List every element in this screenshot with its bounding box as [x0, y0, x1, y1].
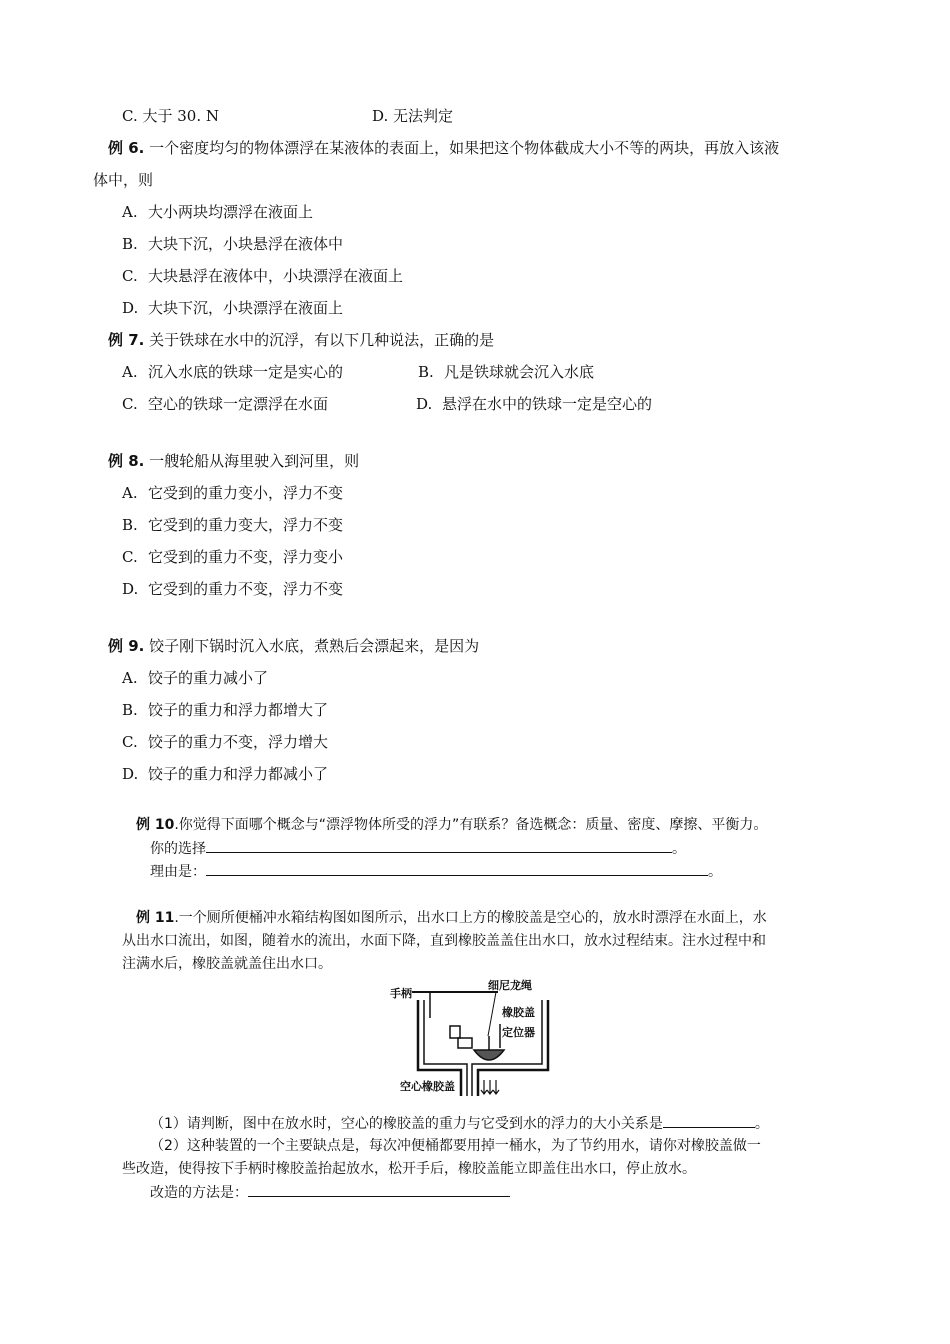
q6-option-d: D. 大块下沉，小块漂浮在液面上: [122, 299, 344, 317]
outflow-arrow-3: [493, 1080, 499, 1094]
label-nylon-rope: 细尼龙绳: [488, 979, 532, 992]
q8-stem-line: [108, 451, 359, 471]
q11-label: 例 11: [136, 910, 175, 926]
q6-label: 例 6.: [108, 139, 145, 157]
q11-part1-line: [150, 1113, 769, 1134]
q5-option-c: C. 大于 30. N: [122, 107, 219, 125]
q6-stem-line2: 体中，则: [93, 171, 154, 189]
outflow-arrow-2: [487, 1080, 493, 1094]
q8-stem: 一艘轮船从海里驶入到河里，则: [149, 452, 360, 470]
q10-reason-line: [150, 861, 722, 882]
toilet-tank-diagram: [378, 978, 556, 1098]
q9-option-c: C. 饺子的重力不变，浮力增大: [122, 733, 329, 751]
float-valve-body: [458, 1038, 472, 1048]
q11-part1: （1）请判断，图中在放水时，空心的橡胶盖的重力与它受到水的浮力的大小关系是: [150, 1116, 663, 1132]
q10-choice-line: [150, 838, 686, 859]
q6-option-c: C. 大块悬浮在液体中，小块漂浮在液面上: [122, 267, 404, 285]
float-valve: [450, 1026, 460, 1038]
q11-part1-blank[interactable]: [663, 1113, 755, 1128]
q11-stem-line2: 从出水口流出，如图，随着水的流出，水面下降，直到橡胶盖盖住出水口，放水过程结束。注水过程中和: [122, 933, 766, 949]
q9-label: 例 9.: [108, 637, 145, 655]
q10-reason-label: 理由是：: [150, 864, 206, 880]
q6-stem-line1: [108, 138, 779, 158]
q11-stem1: .一个厕所便桶冲水箱结构图如图所示，出水口上方的橡胶盖是空心的，放水时漂浮在水面上，水: [174, 910, 767, 926]
q7-stem: 关于铁球在水中的沉浮，有以下几种说法，正确的是: [149, 331, 495, 349]
q9-option-d: D. 饺子的重力和浮力都减小了: [122, 765, 329, 783]
q9-option-b: B. 饺子的重力和浮力都增大了: [122, 701, 329, 719]
label-handle: 手柄: [390, 987, 412, 1000]
q10-stem-line: [136, 815, 767, 835]
q7-option-b: B. 凡是铁球就会沉入水底: [418, 363, 595, 381]
hollow-rubber-lid: [474, 1050, 504, 1060]
nylon-rope-line: [488, 992, 496, 1036]
q11-part2-line2: 些改造，使得按下手柄时橡胶盖抬起放水，松开手后，橡胶盖能立即盖住出水口，停止放水。: [122, 1161, 696, 1177]
q9-option-a: A. 饺子的重力减小了: [122, 669, 269, 687]
q9-stem: 饺子刚下锅时沉入水底，煮熟后会漂起来，是因为: [149, 637, 480, 655]
q10-reason-blank[interactable]: [206, 861, 708, 876]
q10-label: 例 10: [136, 817, 175, 833]
label-hollow-lid: 空心橡胶盖: [400, 1080, 455, 1093]
q7-option-d: D. 悬浮在水中的铁球一定是空心的: [416, 395, 653, 413]
q8-option-a: A. 它受到的重力变小，浮力不变: [122, 484, 344, 502]
q10-reason-end: 。: [708, 864, 722, 880]
q6-option-b: B. 大块下沉，小块悬浮在液体中: [122, 235, 344, 253]
q7-stem-line: [108, 330, 494, 350]
q7-option-a: A. 沉入水底的铁球一定是实心的: [122, 363, 344, 381]
q9-stem-line: [108, 636, 479, 656]
q6-option-a: A. 大小两块均漂浮在液面上: [122, 203, 314, 221]
q8-option-b: B. 它受到的重力变大，浮力不变: [122, 516, 344, 534]
q11-method-label: 改造的方法是：: [150, 1185, 248, 1201]
q8-label: 例 8.: [108, 452, 145, 470]
q7-label: 例 7.: [108, 331, 145, 349]
q10-choice-end: 。: [672, 841, 686, 857]
q10-stem: .你觉得下面哪个概念与“漂浮物体所受的浮力”有联系？备选概念：质量、密度、摩擦、平衡力。: [174, 817, 768, 833]
q11-stem-line1: [136, 908, 767, 928]
q11-method-line: [150, 1182, 510, 1203]
q10-choice-label: 你的选择: [150, 841, 206, 857]
q11-part1-end: 。: [754, 1116, 769, 1132]
q6-stem: 一个密度均匀的物体漂浮在某液体的表面上，如果把这个物体截成大小不等的两块，再放入该液: [149, 139, 780, 157]
q11-stem-line3: 注满水后，橡胶盖就盖住出水口。: [122, 956, 332, 972]
q10-choice-blank[interactable]: [206, 838, 672, 853]
label-locator: 定位器: [502, 1026, 535, 1039]
q8-option-d: D. 它受到的重力不变，浮力不变: [122, 580, 344, 598]
q11-part2-line1: （2）这种装置的一个主要缺点是，每次冲便桶都要用掉一桶水，为了节约用水，请你对橡胶盖做一: [150, 1138, 761, 1154]
q5-option-d: D. 无法判定: [372, 107, 454, 125]
outflow-arrow-1: [481, 1080, 487, 1094]
label-rubber-lid: 橡胶盖: [502, 1006, 535, 1019]
q8-option-c: C. 它受到的重力不变，浮力变小: [122, 548, 344, 566]
q7-option-c: C. 空心的铁球一定漂浮在水面: [122, 395, 329, 413]
q11-method-blank[interactable]: [248, 1182, 510, 1197]
